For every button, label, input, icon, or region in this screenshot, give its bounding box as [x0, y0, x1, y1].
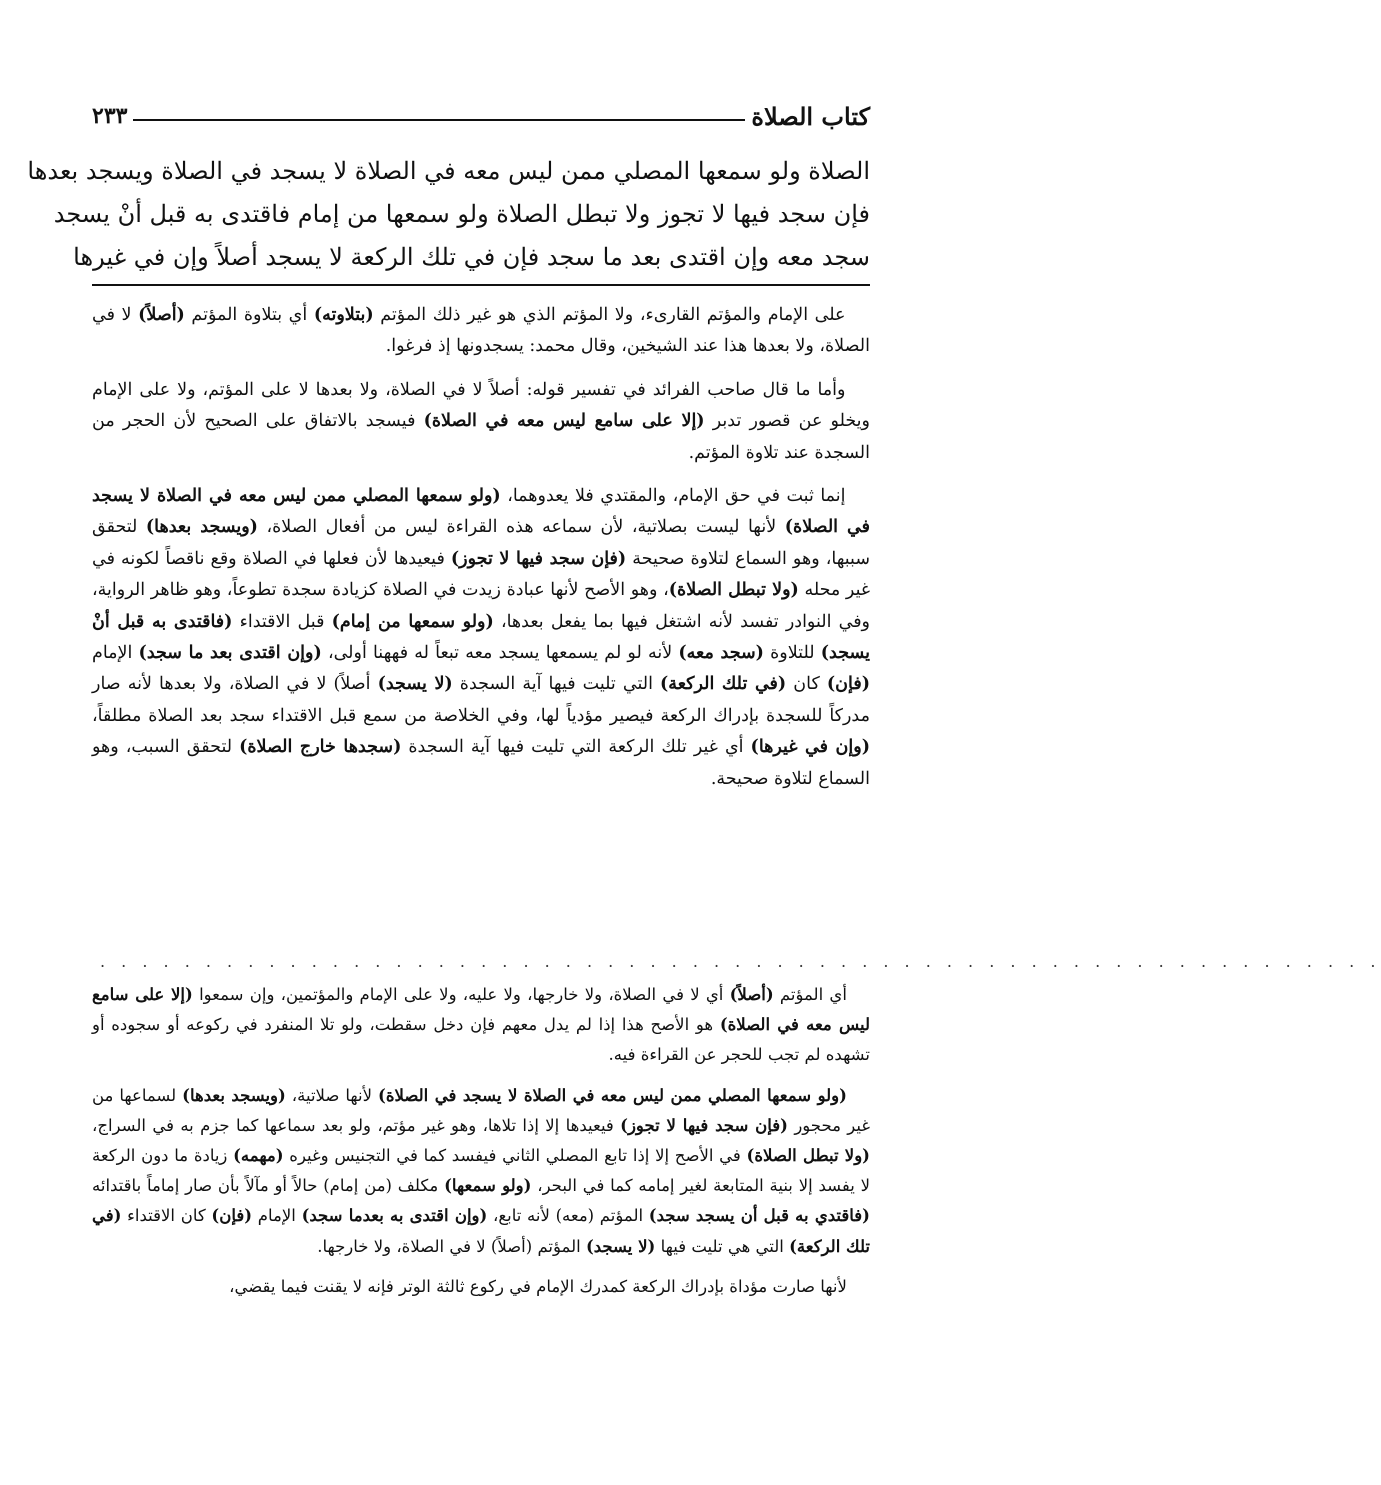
commentary-2 — [92, 980, 870, 1312]
dotted-separator: . . . . . . . . . . . . . . . . . . . . . . . . . . . . . . . . . . . . . . . . . . . . . . . . . . . . . . . . . . . . . — [100, 952, 1381, 971]
main-text-line: فإن سجد فيها لا تجوز ولا تبطل الصلاة ولو سمعها من إمام فاقتدى به قبل أنْ يسجد — [53, 200, 870, 228]
chapter-title: كتاب الصلاة — [751, 101, 870, 131]
running-header — [92, 98, 870, 134]
commentary-paragraph: (ولو سمعها المصلي ممن ليس معه في الصلاة لا يسجد في الصلاة) لأنها صلاتية، (ويسجد بعدها) لسماعها من غير محجور (فإن سجد فيها لا تجوز) فيعيدها إلا إذا تلاها، وهو غير مؤتم، ولو بعد سماعها كما جزم به في السراج، (ولا تبطل الصلاة) في الأصح إلا إذا تابع المصلي الثاني فيفسد كما في التجنيس وغيره (مهمه) زيادة ما دون الركعة لا يفسد إلا بنية المتابعة لغير إمامه كما في البحر، (ولو سمعها) مكلف (من إمام) حالاً أو مآلاً بأن صار إماماً باقتدائه (فاقتدي به قبل أن يسجد سجد) المؤتم (معه) لأنه تابع، (وإن اقتدى به بعدما سجد) الإمام (فإن) كان الاقتداء (في تلك الركعة) التي هي تليت فيها (لا يسجد) المؤتم (أصلاً) لا في الصلاة، ولا خارجها. — [92, 1085, 871, 1256]
commentary-paragraph: على الإمام والمؤتم القارىء، ولا المؤتم الذي هو غير ذلك المؤتم (بتلاوته) أي بتلاوة المؤتم (أصلاً) لا في الصلاة، ولا بعدها هذا عند الشيخين، وقال محمد: يسجدونها إذ فرغوا. — [92, 305, 870, 357]
main-text-line: الصلاة ولو سمعها المصلي ممن ليس معه في الصلاة لا يسجد في الصلاة ويسجد بعدها — [27, 157, 870, 185]
commentary-1 — [92, 300, 870, 807]
main-text-separator — [92, 284, 870, 286]
main-text — [27, 150, 870, 279]
commentary-paragraph: أي المؤتم (أصلاً) أي لا في الصلاة، ولا خارجها، ولا عليه، ولا على الإمام والمؤتمين، وإن سمعوا (إلا على سامع ليس معه في الصلاة) هو الأصح هذا إذا لم يدل معهم فإن دخل سقطت، ولو تلا المنفرد في ركوعه أو سجوده أو تشهده لم تجب للحجر عن القراءة فيه. — [92, 985, 870, 1065]
commentary-paragraph: لأنها صارت مؤداة بإدراك الركعة كمدرك الإمام في ركوع ثالثة الوتر فإنه لا يقنت فيما يقضي، — [229, 1276, 847, 1296]
main-text-line: سجد معه وإن اقتدى بعد ما سجد فإن في تلك الركعة لا يسجد أصلاً وإن في غيرها — [73, 243, 870, 271]
page-number: ٢٣٣ — [92, 103, 128, 129]
commentary-paragraph: وأما ما قال صاحب الفرائد في تفسير قوله: أصلاً لا في الصلاة، ولا بعدها لا على المؤتم، ولا على الإمام ويخلو عن قصور تدبر (إلا على سامع ليس معه في الصلاة) فيسجد بالاتفاق على الصحيح لأن الحجر من السجدة عند تلاوة المؤتم. — [92, 379, 870, 463]
commentary-paragraph: إنما ثبت في حق الإمام، والمقتدي فلا يعدوهما، (ولو سمعها المصلي ممن ليس معه في الصلاة لا يسجد في الصلاة) لأنها ليست بصلاتية، لأن سماعه هذه القراءة ليس من أفعال الصلاة، (ويسجد بعدها) لتحقق سببها، وهو السماع لتلاوة صحيحة (فإن سجد فيها لا تجوز) فيعيدها لأن فعلها في الصلاة وقع ناقصاً لكونه في غير محله (ولا تبطل الصلاة)، وهو الأصح لأنها عبادة زيدت في الصلاة كزيادة سجدة تطوعاً، وهو ظاهر الرواية، وفي النوادر تفسد لأنه اشتغل فيها بما يفعل بعدها، (ولو سمعها من إمام) قبل الاقتداء (فاقتدى به قبل أنْ يسجد) للتلاوة (سجد معه) لأنه لو لم يسمعها يسجد معه تبعاً له فههنا أولى، (وإن اقتدى بعد ما سجد) الإمام (فإن) كان (في تلك الركعة) التي تليت فيها آية السجدة (لا يسجد) أصلاً) لا في الصلاة، ولا بعدها لأنه صار مدركاً للسجدة بإدراك الركعة فيصير مؤدياً لها، وفي الخلاصة من سمع قبل الاقتداء سجد بعد الصلاة مطلقاً، (وإن في غيرها) أي غير تلك الركعة التي تليت فيها آية السجدة (سجدها خارج الصلاة) لتحقق السبب، وهو السماع لتلاوة صحيحة. — [92, 486, 871, 789]
header-rule — [133, 119, 745, 121]
